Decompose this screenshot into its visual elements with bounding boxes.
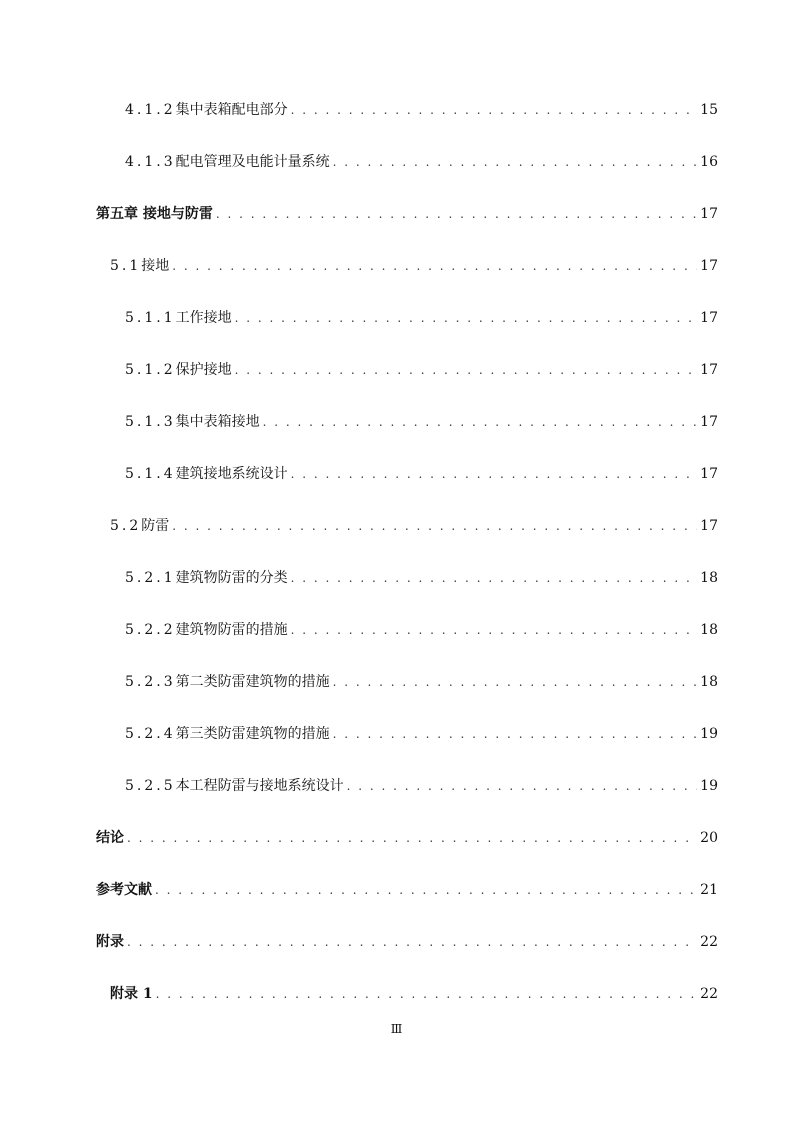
toc-entry-5-2-1[interactable] bbox=[125, 567, 718, 589]
toc-entry-page: 17 bbox=[700, 518, 718, 534]
dot-leader bbox=[347, 775, 698, 797]
toc-entry-5-2-2[interactable] bbox=[125, 619, 718, 641]
toc-entry-title: 5.1.3集中表箱接地 bbox=[125, 414, 260, 430]
toc-entry-4-1-3[interactable] bbox=[125, 151, 718, 173]
toc-entry-page: 16 bbox=[700, 154, 718, 170]
toc-entry-page: 22 bbox=[700, 934, 718, 950]
toc-entry-appendix-1[interactable] bbox=[110, 983, 718, 1005]
toc-entry-5-2-4[interactable] bbox=[125, 723, 718, 745]
toc-entry-title: 5.2防雷 bbox=[110, 518, 170, 534]
toc-entry-page: 18 bbox=[700, 622, 718, 638]
toc-entry-title: 5.1.1工作接地 bbox=[125, 310, 232, 326]
dot-leader bbox=[291, 567, 698, 589]
toc-entry-title: 5.1.2保护接地 bbox=[125, 362, 232, 378]
dot-leader bbox=[216, 203, 697, 225]
toc-entry-title: 5.1.4建筑接地系统设计 bbox=[125, 466, 288, 482]
toc-entry-page: 15 bbox=[700, 102, 718, 118]
dot-leader bbox=[172, 255, 697, 277]
toc-entry-title: 附录 1 bbox=[110, 986, 153, 1002]
toc-entry-title: 5.1接地 bbox=[110, 258, 170, 274]
toc-entry-5-2[interactable] bbox=[110, 515, 718, 537]
toc-entry-title: 4.1.3配电管理及电能计量系统 bbox=[125, 154, 330, 170]
toc-entry-5-1-3[interactable] bbox=[125, 411, 718, 433]
toc-entry-references[interactable] bbox=[96, 879, 718, 901]
toc-entry-page: 17 bbox=[700, 258, 718, 274]
toc-entry-page: 18 bbox=[700, 570, 718, 586]
toc-entry-5-1-1[interactable] bbox=[125, 307, 718, 329]
toc-entry-page: 17 bbox=[700, 362, 718, 378]
toc-entry-5-2-5[interactable] bbox=[125, 775, 718, 797]
toc-entry-title: 附录 bbox=[96, 934, 124, 950]
toc-entry-title: 5.2.5本工程防雷与接地系统设计 bbox=[125, 778, 344, 794]
toc-entry-page: 17 bbox=[700, 414, 718, 430]
toc-entry-page: 17 bbox=[700, 310, 718, 326]
toc-entry-page: 21 bbox=[700, 882, 718, 898]
toc-entry-page: 20 bbox=[700, 830, 718, 846]
toc-entry-title: 5.2.3第二类防雷建筑物的措施 bbox=[125, 674, 330, 690]
toc-entry-title: 5.2.4第三类防雷建筑物的措施 bbox=[125, 726, 330, 742]
toc-entry-5-1-4[interactable] bbox=[125, 463, 718, 485]
page-number: Ⅲ bbox=[390, 1022, 403, 1036]
dot-leader bbox=[333, 151, 698, 173]
dot-leader bbox=[156, 983, 698, 1005]
toc-entry-title: 5.2.1建筑物防雷的分类 bbox=[125, 570, 288, 586]
dot-leader bbox=[263, 411, 698, 433]
dot-leader bbox=[155, 879, 697, 901]
dot-leader bbox=[235, 307, 698, 329]
dot-leader bbox=[127, 931, 697, 953]
toc-entry-title: 4.1.2集中表箱配电部分 bbox=[125, 102, 288, 118]
toc-entry-page: 19 bbox=[700, 726, 718, 742]
dot-leader bbox=[172, 515, 697, 537]
dot-leader bbox=[127, 827, 697, 849]
toc-entry-title: 结论 bbox=[96, 830, 124, 846]
toc-entry-conclusion[interactable] bbox=[96, 827, 718, 849]
toc-entry-page: 17 bbox=[700, 206, 718, 222]
toc-entry-5-1[interactable] bbox=[110, 255, 718, 277]
toc-entry-appendix[interactable] bbox=[96, 931, 718, 953]
toc-entry-page: 19 bbox=[700, 778, 718, 794]
toc-entry-title: 5.2.2建筑物防雷的措施 bbox=[125, 622, 288, 638]
toc-entry-chapter-5[interactable] bbox=[96, 203, 718, 225]
dot-leader bbox=[291, 619, 698, 641]
dot-leader bbox=[291, 463, 698, 485]
toc-entry-page: 18 bbox=[700, 674, 718, 690]
toc-entry-5-2-3[interactable] bbox=[125, 671, 718, 693]
toc-entry-title: 第五章 接地与防雷 bbox=[96, 206, 213, 222]
dot-leader bbox=[235, 359, 698, 381]
dot-leader bbox=[333, 671, 698, 693]
dot-leader bbox=[291, 99, 698, 121]
toc-entry-4-1-2[interactable] bbox=[125, 99, 718, 121]
toc-entry-5-1-2[interactable] bbox=[125, 359, 718, 381]
toc-entry-page: 22 bbox=[700, 986, 718, 1002]
dot-leader bbox=[333, 723, 698, 745]
toc-entry-page: 17 bbox=[700, 466, 718, 482]
toc-entry-title: 参考文献 bbox=[96, 882, 152, 898]
